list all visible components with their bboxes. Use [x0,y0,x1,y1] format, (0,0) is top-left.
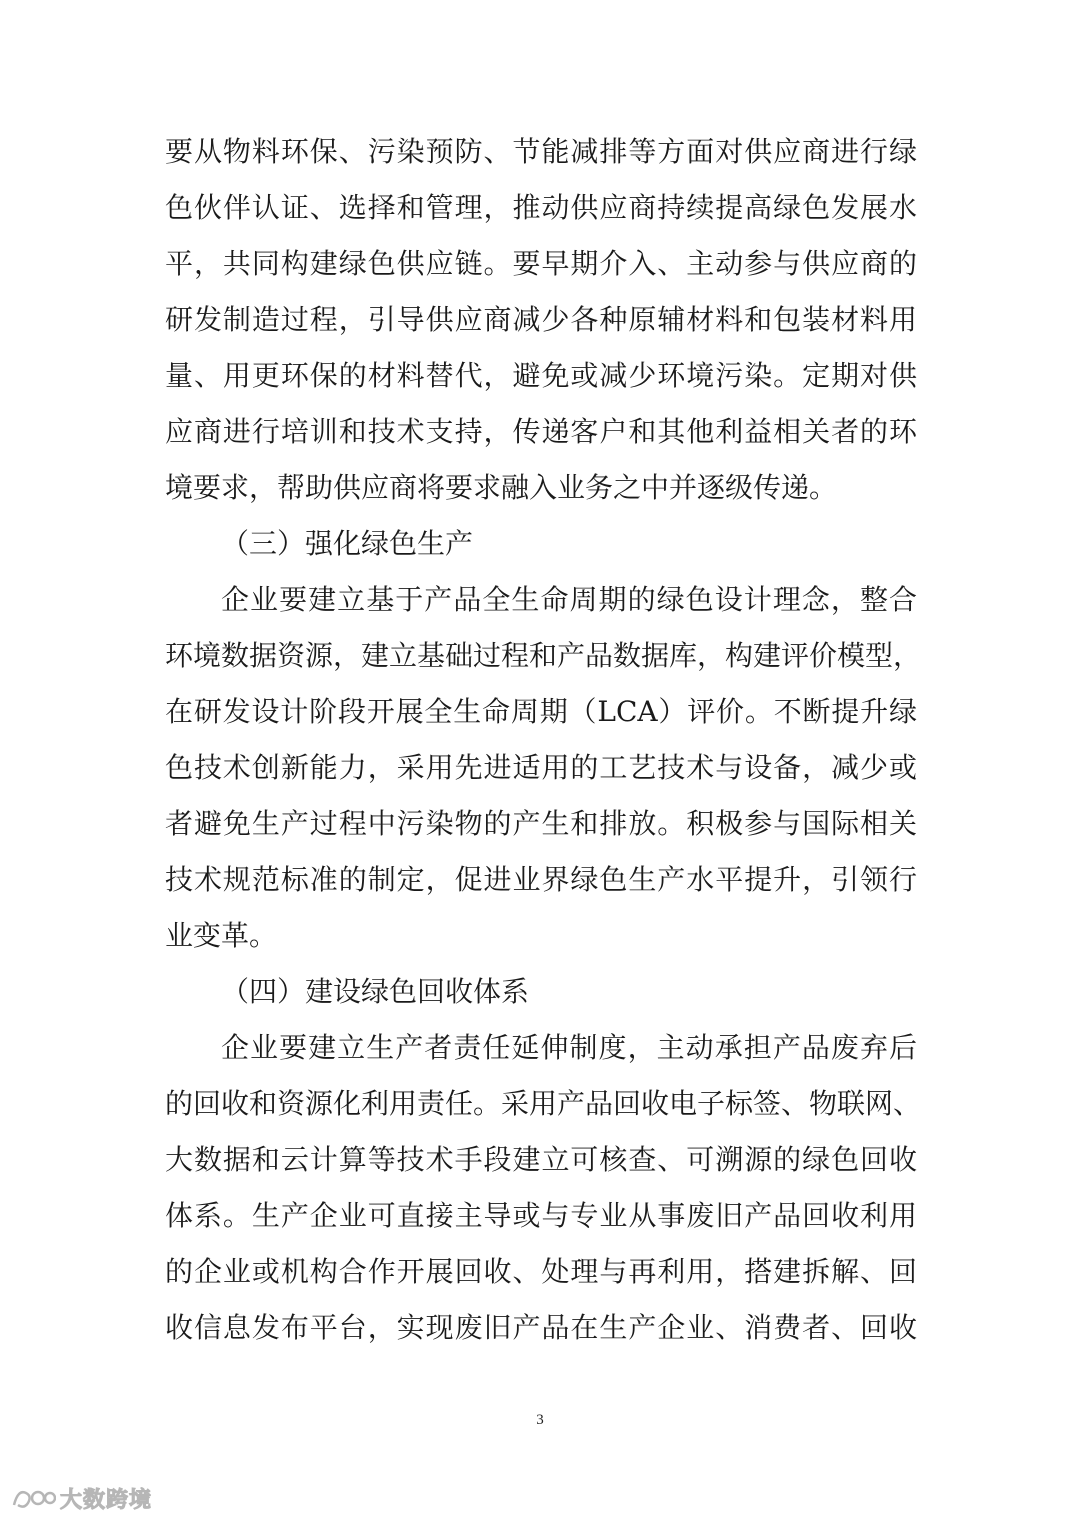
paragraph-line: 境要求，帮助供应商将要求融入业务之中并逐级传递。 [165,471,838,504]
paragraph-line: 研发制造过程，引导供应商减少各种原辅材料和包装材料用 [165,303,917,336]
section-heading: （三）强化绿色生产 [221,527,474,560]
paragraph-line: 体系。生产企业可直接主导或与专业从事废旧产品回收利用 [165,1199,917,1232]
paragraph-line: 的回收和资源化利用责任。采用产品回收电子标签、物联网、 [165,1087,922,1120]
watermark [10,1481,152,1515]
page-number: 3 [536,1412,544,1428]
paragraph-line: 量、用更环保的材料替代，避免或减少环境污染。定期对供 [165,359,917,392]
paragraph-line: 在研发设计阶段开展全生命周期（LCA）评价。不断提升绿 [165,695,917,728]
paragraph-line: 大数据和云计算等技术手段建立可核查、可溯源的绿色回收 [165,1143,917,1176]
paragraph-line: 企业要建立生产者责任延伸制度，主动承担产品废弃后 [221,1031,917,1064]
paragraph-line: 色技术创新能力，采用先进适用的工艺技术与设备，减少或 [165,751,917,784]
paragraph-line: 收信息发布平台，实现废旧产品在生产企业、消费者、回收 [165,1311,917,1344]
paragraph-line: 的企业或机构合作开展回收、处理与再利用，搭建拆解、回 [165,1255,917,1288]
watermark-text: 大数跨境 [60,1487,153,1513]
paragraph-line: 者避免生产过程中污染物的产生和排放。积极参与国际相关 [165,807,917,840]
paragraph-line: 环境数据资源，建立基础过程和产品数据库，构建评价模型， [165,639,922,672]
watermark-logo-icon [10,1485,56,1511]
paragraph-line: 平，共同构建绿色供应链。要早期介入、主动参与供应商的 [165,247,917,280]
paragraph-line: 应商进行培训和技术支持，传递客户和其他利益相关者的环 [165,415,917,448]
paragraph-line: 色伙伴认证、选择和管理，推动供应商持续提高绿色发展水 [165,191,917,224]
section-heading: （四）建设绿色回收体系 [221,975,530,1008]
paragraph-line: 企业要建立基于产品全生命周期的绿色设计理念，整合 [221,583,917,616]
paragraph-line: 技术规范标准的制定，促进业界绿色生产水平提升，引领行 [165,863,917,896]
paragraph-line: 业变革。 [165,919,278,952]
paragraph-line: 要从物料环保、污染预防、节能减排等方面对供应商进行绿 [165,135,917,168]
